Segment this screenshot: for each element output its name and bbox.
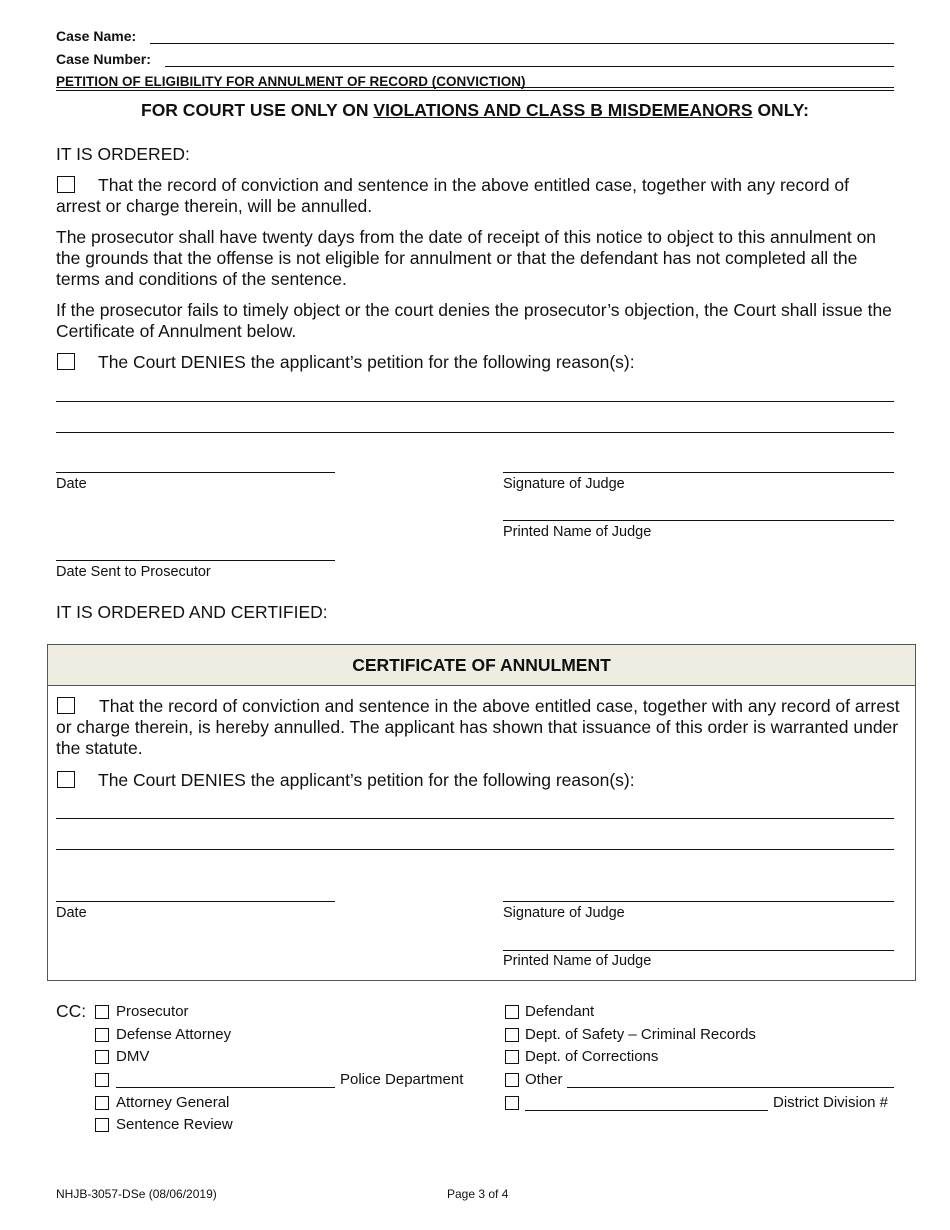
court-use-suffix: ONLY: bbox=[752, 100, 809, 120]
cert-printed-name-label: Printed Name of Judge bbox=[503, 953, 652, 969]
title-rule-2 bbox=[56, 90, 894, 91]
petition-title: PETITION OF ELIGIBILITY FOR ANNULMENT OF RECORD (CONVICTION) bbox=[56, 74, 526, 89]
cc-other-label: Other bbox=[525, 1071, 563, 1088]
deny-option-text: The Court DENIES the applicant’s petition for the following reason(s): bbox=[98, 352, 635, 372]
cc-police-name-line[interactable] bbox=[116, 1087, 335, 1088]
cc-police-checkbox[interactable] bbox=[95, 1073, 109, 1087]
certificate-box bbox=[47, 644, 916, 981]
certificate-header bbox=[48, 645, 915, 686]
cc-prosecutor-label: Prosecutor bbox=[116, 1003, 189, 1020]
cc-defense-attorney-checkbox[interactable] bbox=[95, 1028, 109, 1042]
deny-checkbox[interactable] bbox=[57, 353, 75, 370]
cc-district-checkbox[interactable] bbox=[505, 1096, 519, 1110]
reason-line-2[interactable] bbox=[56, 432, 894, 433]
cc-dmv-label: DMV bbox=[116, 1048, 150, 1065]
court-use-heading bbox=[0, 100, 950, 121]
cert-annul-text: That the record of conviction and sentence in the above entitled case, together with any record of arrest or charge therein, is hereby annulled. The applicant has shown that issuance of this order is warranted under the statute. bbox=[56, 696, 900, 758]
cc-label: CC: bbox=[56, 1001, 87, 1021]
cert-date-line[interactable] bbox=[56, 901, 335, 902]
cert-deny-text: The Court DENIES the applicant’s petition for the following reason(s): bbox=[98, 770, 635, 790]
printed-name-label: Printed Name of Judge bbox=[503, 524, 652, 540]
annul-option-text: That the record of conviction and sentence in the above entitled case, together with any record of arrest or charge therein, will be annulled. bbox=[56, 175, 850, 216]
cert-signature-label: Signature of Judge bbox=[503, 905, 625, 921]
ordered-certified: IT IS ORDERED AND CERTIFIED: bbox=[56, 602, 328, 622]
cc-other-line[interactable] bbox=[567, 1087, 894, 1088]
date-sent-label: Date Sent to Prosecutor bbox=[56, 564, 211, 580]
cc-attorney-general-label: Attorney General bbox=[116, 1094, 230, 1111]
date-line[interactable] bbox=[56, 472, 335, 473]
cc-dept-safety-checkbox[interactable] bbox=[505, 1028, 519, 1042]
cc-police-label: Police Department bbox=[340, 1071, 464, 1088]
cc-defendant-label: Defendant bbox=[525, 1003, 595, 1020]
reason-line-1[interactable] bbox=[56, 401, 894, 402]
it-is-ordered: IT IS ORDERED: bbox=[56, 144, 190, 164]
cc-defendant-checkbox[interactable] bbox=[505, 1005, 519, 1019]
failure-paragraph: If the prosecutor fails to timely object or the court denies the prosecutor’s objection, the Court shall issue the Certificate of Annulment below. bbox=[56, 300, 892, 341]
case-name-label: Case Name: bbox=[56, 28, 137, 44]
cc-district-line[interactable] bbox=[525, 1110, 768, 1111]
cc-dept-corrections-checkbox[interactable] bbox=[505, 1050, 519, 1064]
form-id: NHJB-3057-DSe (08/06/2019) bbox=[56, 1187, 217, 1201]
date-label: Date bbox=[56, 476, 87, 492]
cc-district-label: District Division # bbox=[773, 1094, 889, 1111]
title-rule bbox=[56, 87, 894, 88]
cc-prosecutor-checkbox[interactable] bbox=[95, 1005, 109, 1019]
cc-sentence-review-checkbox[interactable] bbox=[95, 1118, 109, 1132]
cert-deny-checkbox[interactable] bbox=[57, 771, 75, 788]
cc-dmv-checkbox[interactable] bbox=[95, 1050, 109, 1064]
cert-reason-line-2[interactable] bbox=[56, 849, 894, 850]
cc-sentence-review-label: Sentence Review bbox=[116, 1116, 233, 1133]
case-number-field[interactable] bbox=[165, 66, 894, 67]
date-sent-line[interactable] bbox=[56, 560, 335, 561]
cc-dept-safety-label: Dept. of Safety – Criminal Records bbox=[525, 1026, 756, 1043]
prosecutor-paragraph: The prosecutor shall have twenty days from the date of receipt of this notice to object to this annulment on the grounds that the offense is not eligible for annulment or that the defendant has not completed all the terms and conditions of the sentence. bbox=[56, 227, 877, 289]
case-name-field[interactable] bbox=[150, 43, 894, 44]
printed-name-line[interactable] bbox=[503, 520, 894, 521]
cert-signature-line[interactable] bbox=[503, 901, 894, 902]
cert-date-label: Date bbox=[56, 905, 87, 921]
page-number: Page 3 of 4 bbox=[447, 1187, 509, 1201]
cert-printed-name-line[interactable] bbox=[503, 950, 894, 951]
cc-attorney-general-checkbox[interactable] bbox=[95, 1096, 109, 1110]
cc-other-checkbox[interactable] bbox=[505, 1073, 519, 1087]
cc-dept-corrections-label: Dept. of Corrections bbox=[525, 1048, 659, 1065]
certificate-title: CERTIFICATE OF ANNULMENT bbox=[352, 655, 611, 675]
case-number-label: Case Number: bbox=[56, 51, 151, 67]
cert-reason-line-1[interactable] bbox=[56, 818, 894, 819]
cc-defense-attorney-label: Defense Attorney bbox=[116, 1026, 232, 1043]
court-use-prefix: FOR COURT USE ONLY ON bbox=[141, 100, 374, 120]
court-use-underlined: VIOLATIONS AND CLASS B MISDEMEANORS bbox=[373, 100, 753, 120]
signature-line[interactable] bbox=[503, 472, 894, 473]
signature-label: Signature of Judge bbox=[503, 476, 625, 492]
